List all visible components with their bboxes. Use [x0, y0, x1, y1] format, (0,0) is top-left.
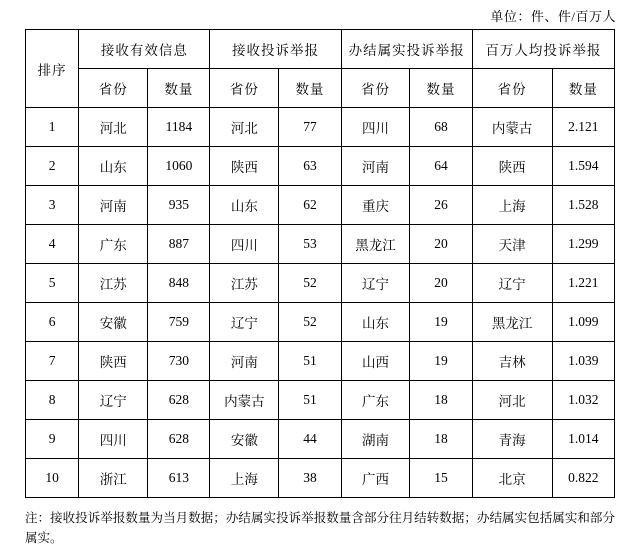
cell-quantity-g2: 53 — [279, 225, 341, 264]
cell-province-g4: 内蒙古 — [472, 108, 552, 147]
cell-quantity-g1: 1060 — [148, 147, 210, 186]
statistics-table — [25, 29, 615, 498]
cell-province-g2: 辽宁 — [210, 303, 279, 342]
cell-quantity-g3: 68 — [410, 108, 472, 147]
cell-province-g3: 辽宁 — [341, 264, 410, 303]
cell-rank: 4 — [26, 225, 79, 264]
cell-rank: 1 — [26, 108, 79, 147]
table-row — [26, 459, 615, 498]
cell-province-g4: 上海 — [472, 186, 552, 225]
column-group-header-received-complaints: 接收投诉举报 — [210, 30, 341, 69]
cell-province-g1: 河南 — [79, 186, 148, 225]
cell-quantity-g2: 63 — [279, 147, 341, 186]
cell-province-g4: 河北 — [472, 381, 552, 420]
cell-province-g3: 河南 — [341, 147, 410, 186]
table-sub-header-row — [26, 69, 615, 108]
cell-quantity-g1: 613 — [148, 459, 210, 498]
cell-rank: 2 — [26, 147, 79, 186]
sub-header-province-2: 省份 — [210, 69, 279, 108]
cell-quantity-g3: 19 — [410, 342, 472, 381]
cell-province-g3: 重庆 — [341, 186, 410, 225]
cell-quantity-g4: 1.594 — [552, 147, 614, 186]
cell-quantity-g1: 628 — [148, 420, 210, 459]
cell-rank: 8 — [26, 381, 79, 420]
cell-quantity-g4: 1.099 — [552, 303, 614, 342]
table-row — [26, 264, 615, 303]
cell-province-g1: 江苏 — [79, 264, 148, 303]
sub-header-province-3: 省份 — [341, 69, 410, 108]
table-body — [26, 108, 615, 498]
cell-province-g2: 河北 — [210, 108, 279, 147]
cell-rank: 5 — [26, 264, 79, 303]
cell-quantity-g4: 1.014 — [552, 420, 614, 459]
cell-province-g2: 江苏 — [210, 264, 279, 303]
cell-province-g1: 浙江 — [79, 459, 148, 498]
table-footnote: 注：接收投诉举报数量为当月数据；办结属实投诉举报数量含部分往月结转数据；办结属实包括属实和部分属实。 — [25, 511, 615, 545]
cell-quantity-g3: 18 — [410, 420, 472, 459]
cell-rank: 9 — [26, 420, 79, 459]
cell-quantity-g1: 887 — [148, 225, 210, 264]
cell-province-g1: 山东 — [79, 147, 148, 186]
cell-province-g4: 黑龙江 — [472, 303, 552, 342]
cell-quantity-g1: 935 — [148, 186, 210, 225]
cell-province-g3: 黑龙江 — [341, 225, 410, 264]
cell-quantity-g2: 38 — [279, 459, 341, 498]
cell-rank: 10 — [26, 459, 79, 498]
cell-province-g2: 上海 — [210, 459, 279, 498]
column-header-rank: 排序 — [26, 30, 79, 108]
table-row — [26, 147, 615, 186]
table-row — [26, 342, 615, 381]
cell-quantity-g2: 52 — [279, 264, 341, 303]
cell-quantity-g1: 628 — [148, 381, 210, 420]
cell-quantity-g4: 2.121 — [552, 108, 614, 147]
cell-province-g4: 吉林 — [472, 342, 552, 381]
table-group-header-row — [26, 30, 615, 69]
cell-quantity-g3: 64 — [410, 147, 472, 186]
table-row — [26, 381, 615, 420]
column-group-header-received-valid-info: 接收有效信息 — [79, 30, 210, 69]
cell-province-g1: 辽宁 — [79, 381, 148, 420]
cell-province-g3: 广西 — [341, 459, 410, 498]
table-row — [26, 186, 615, 225]
cell-province-g2: 安徽 — [210, 420, 279, 459]
cell-province-g2: 河南 — [210, 342, 279, 381]
table-row — [26, 225, 615, 264]
cell-rank: 6 — [26, 303, 79, 342]
cell-quantity-g1: 759 — [148, 303, 210, 342]
cell-province-g1: 广东 — [79, 225, 148, 264]
column-group-header-verified-complaints: 办结属实投诉举报 — [341, 30, 472, 69]
cell-quantity-g3: 19 — [410, 303, 472, 342]
cell-rank: 7 — [26, 342, 79, 381]
unit-note: 单位：件、件/百万人 — [490, 9, 616, 24]
cell-quantity-g2: 52 — [279, 303, 341, 342]
cell-province-g3: 四川 — [341, 108, 410, 147]
cell-quantity-g3: 18 — [410, 381, 472, 420]
cell-province-g1: 安徽 — [79, 303, 148, 342]
column-group-header-per-million-complaints: 百万人均投诉举报 — [472, 30, 614, 69]
cell-quantity-g1: 1184 — [148, 108, 210, 147]
cell-province-g4: 陕西 — [472, 147, 552, 186]
cell-province-g1: 四川 — [79, 420, 148, 459]
cell-quantity-g1: 730 — [148, 342, 210, 381]
cell-province-g4: 辽宁 — [472, 264, 552, 303]
sub-header-quantity-4: 数量 — [552, 69, 614, 108]
cell-province-g4: 北京 — [472, 459, 552, 498]
cell-quantity-g3: 26 — [410, 186, 472, 225]
table-row — [26, 108, 615, 147]
cell-province-g4: 青海 — [472, 420, 552, 459]
cell-quantity-g2: 77 — [279, 108, 341, 147]
cell-rank: 3 — [26, 186, 79, 225]
cell-province-g2: 内蒙古 — [210, 381, 279, 420]
table-row — [26, 303, 615, 342]
cell-quantity-g3: 20 — [410, 225, 472, 264]
cell-quantity-g2: 62 — [279, 186, 341, 225]
cell-quantity-g4: 1.221 — [552, 264, 614, 303]
cell-province-g2: 四川 — [210, 225, 279, 264]
sub-header-province-1: 省份 — [79, 69, 148, 108]
cell-quantity-g4: 1.528 — [552, 186, 614, 225]
sub-header-province-4: 省份 — [472, 69, 552, 108]
cell-quantity-g2: 51 — [279, 342, 341, 381]
sub-header-quantity-2: 数量 — [279, 69, 341, 108]
sub-header-quantity-1: 数量 — [148, 69, 210, 108]
cell-quantity-g2: 44 — [279, 420, 341, 459]
cell-province-g1: 河北 — [79, 108, 148, 147]
cell-quantity-g4: 1.032 — [552, 381, 614, 420]
cell-quantity-g3: 20 — [410, 264, 472, 303]
cell-province-g3: 广东 — [341, 381, 410, 420]
cell-quantity-g4: 1.299 — [552, 225, 614, 264]
cell-quantity-g4: 0.822 — [552, 459, 614, 498]
cell-quantity-g2: 51 — [279, 381, 341, 420]
cell-province-g2: 山东 — [210, 186, 279, 225]
sub-header-quantity-3: 数量 — [410, 69, 472, 108]
cell-province-g3: 山西 — [341, 342, 410, 381]
cell-quantity-g1: 848 — [148, 264, 210, 303]
cell-province-g4: 天津 — [472, 225, 552, 264]
cell-province-g3: 湖南 — [341, 420, 410, 459]
cell-quantity-g4: 1.039 — [552, 342, 614, 381]
table-header — [26, 30, 615, 108]
cell-province-g1: 陕西 — [79, 342, 148, 381]
cell-province-g3: 山东 — [341, 303, 410, 342]
cell-quantity-g3: 15 — [410, 459, 472, 498]
cell-province-g2: 陕西 — [210, 147, 279, 186]
table-row — [26, 420, 615, 459]
